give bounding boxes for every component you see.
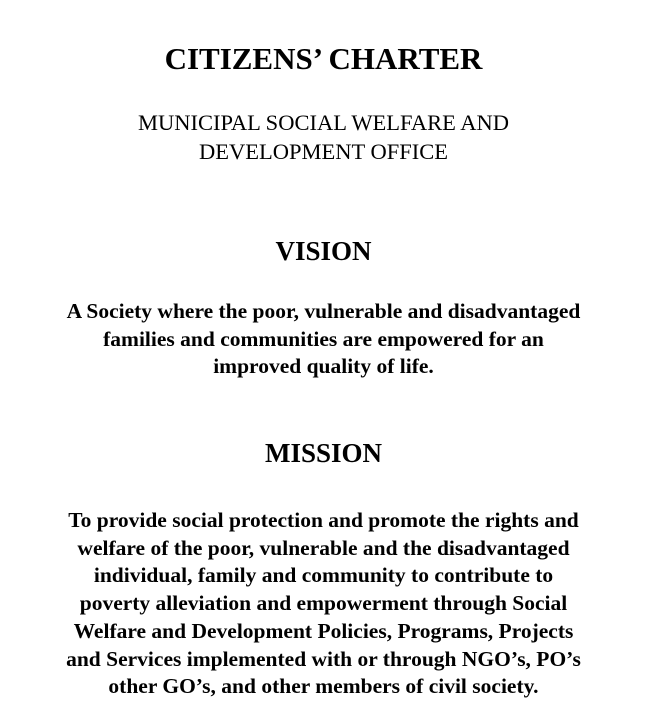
mission-statement: To provide social protection and promote the rights and welfare of the poor, vulnerable and the disadvantaged individual, family and community to contribute to poverty alleviation and empowerment through Social Welfare and Development Policies, Programs, Projects and Services implemented with or through NGO’s, PO’s other GO’s, and other members of civil society. <box>66 508 581 699</box>
vision-statement: A Society where the poor, vulnerable and disadvantaged families and communities are empowered for an improved quality of life. <box>66 299 581 379</box>
mission-heading: MISSION <box>264 438 383 468</box>
document-title: CITIZENS’ CHARTER <box>164 41 483 76</box>
office-name: MUNICIPAL SOCIAL WELFARE AND DEVELOPMENT OFFICE <box>137 110 510 164</box>
vision-heading: VISION <box>275 236 372 266</box>
